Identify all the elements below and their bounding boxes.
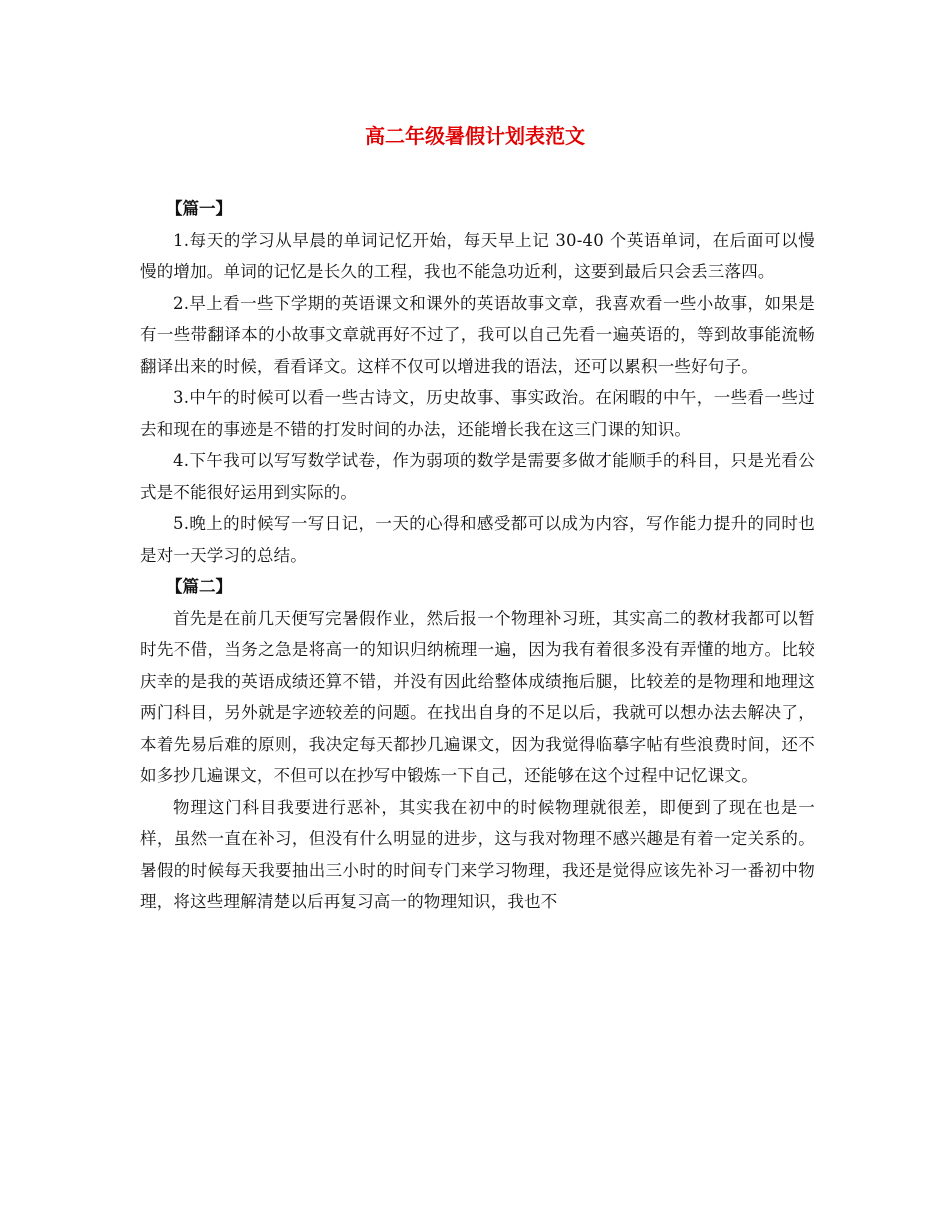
section-2 [140, 571, 815, 918]
section-heading: 【篇一】 [166, 199, 232, 218]
section-heading: 【篇二】 [166, 577, 232, 596]
paragraph: 物理这门科目我要进行恶补，其实我在初中的时候物理就很差，即便到了现在也是一样，虽然一直在补习，但没有什么明显的进步，这与我对物理不感兴趣是有着一定关系的。暑假的时候每天我要抽出三小时的时间专门来学习物理，我还是觉得应该先补习一番初中物理，将这些理解清楚以后再复习高一的物理知识，我也不 [140, 797, 815, 911]
document-title: 高二年级暑假计划表范文 [365, 124, 585, 148]
paragraph: 3.中午的时候可以看一些古诗文，历史故事、事实政治。在闲暇的中午，一些看一些过去和现在的事迹是不错的打发时间的办法，还能增长我在这三门课的知识。 [140, 388, 815, 439]
paragraph: 2.早上看一些下学期的英语课文和课外的英语故事文章，我喜欢看一些小故事，如果是有一些带翻译本的小故事文章就再好不过了，我可以自己先看一遍英语的，等到故事能流畅翻译出来的时候，看看译文。这样不仅可以增进我的语法，还可以累积一些好句子。 [140, 293, 815, 376]
paragraph: 4.下午我可以写写数学试卷，作为弱项的数学是需要多做才能顺手的科目，只是光看公式是不能很好运用到实际的。 [140, 451, 815, 502]
document-body [140, 193, 815, 918]
section-1 [140, 193, 815, 571]
paragraph: 首先是在前几天便写完暑假作业，然后报一个物理补习班，其实高二的教材我都可以暂时先不借，当务之急是将高一的知识归纳梳理一遍，因为我有着很多没有弄懂的地方。比较庆幸的是我的英语成绩还算不错，并没有因此给整体成绩拖后腿，比较差的是物理和地理这两门科目，另外就是字迹较差的问题。在找出自身的不足以后，我就可以想办法去解决了，本着先易后难的原则，我决定每天都抄几遍课文，因为我觉得临摹字帖有些浪费时间，还不如多抄几遍课文，不但可以在抄写中锻炼一下自己，还能够在这个过程中记忆课文。 [140, 608, 815, 785]
paragraph: 5.晚上的时候写一写日记，一天的心得和感受都可以成为内容，写作能力提升的同时也是对一天学习的总结。 [140, 514, 815, 565]
paragraph: 1.每天的学习从早晨的单词记忆开始，每天早上记 30-40 个英语单词，在后面可以慢慢的增加。单词的记忆是长久的工程，我也不能急功近利，这要到最后只会丢三落四。 [140, 230, 815, 281]
